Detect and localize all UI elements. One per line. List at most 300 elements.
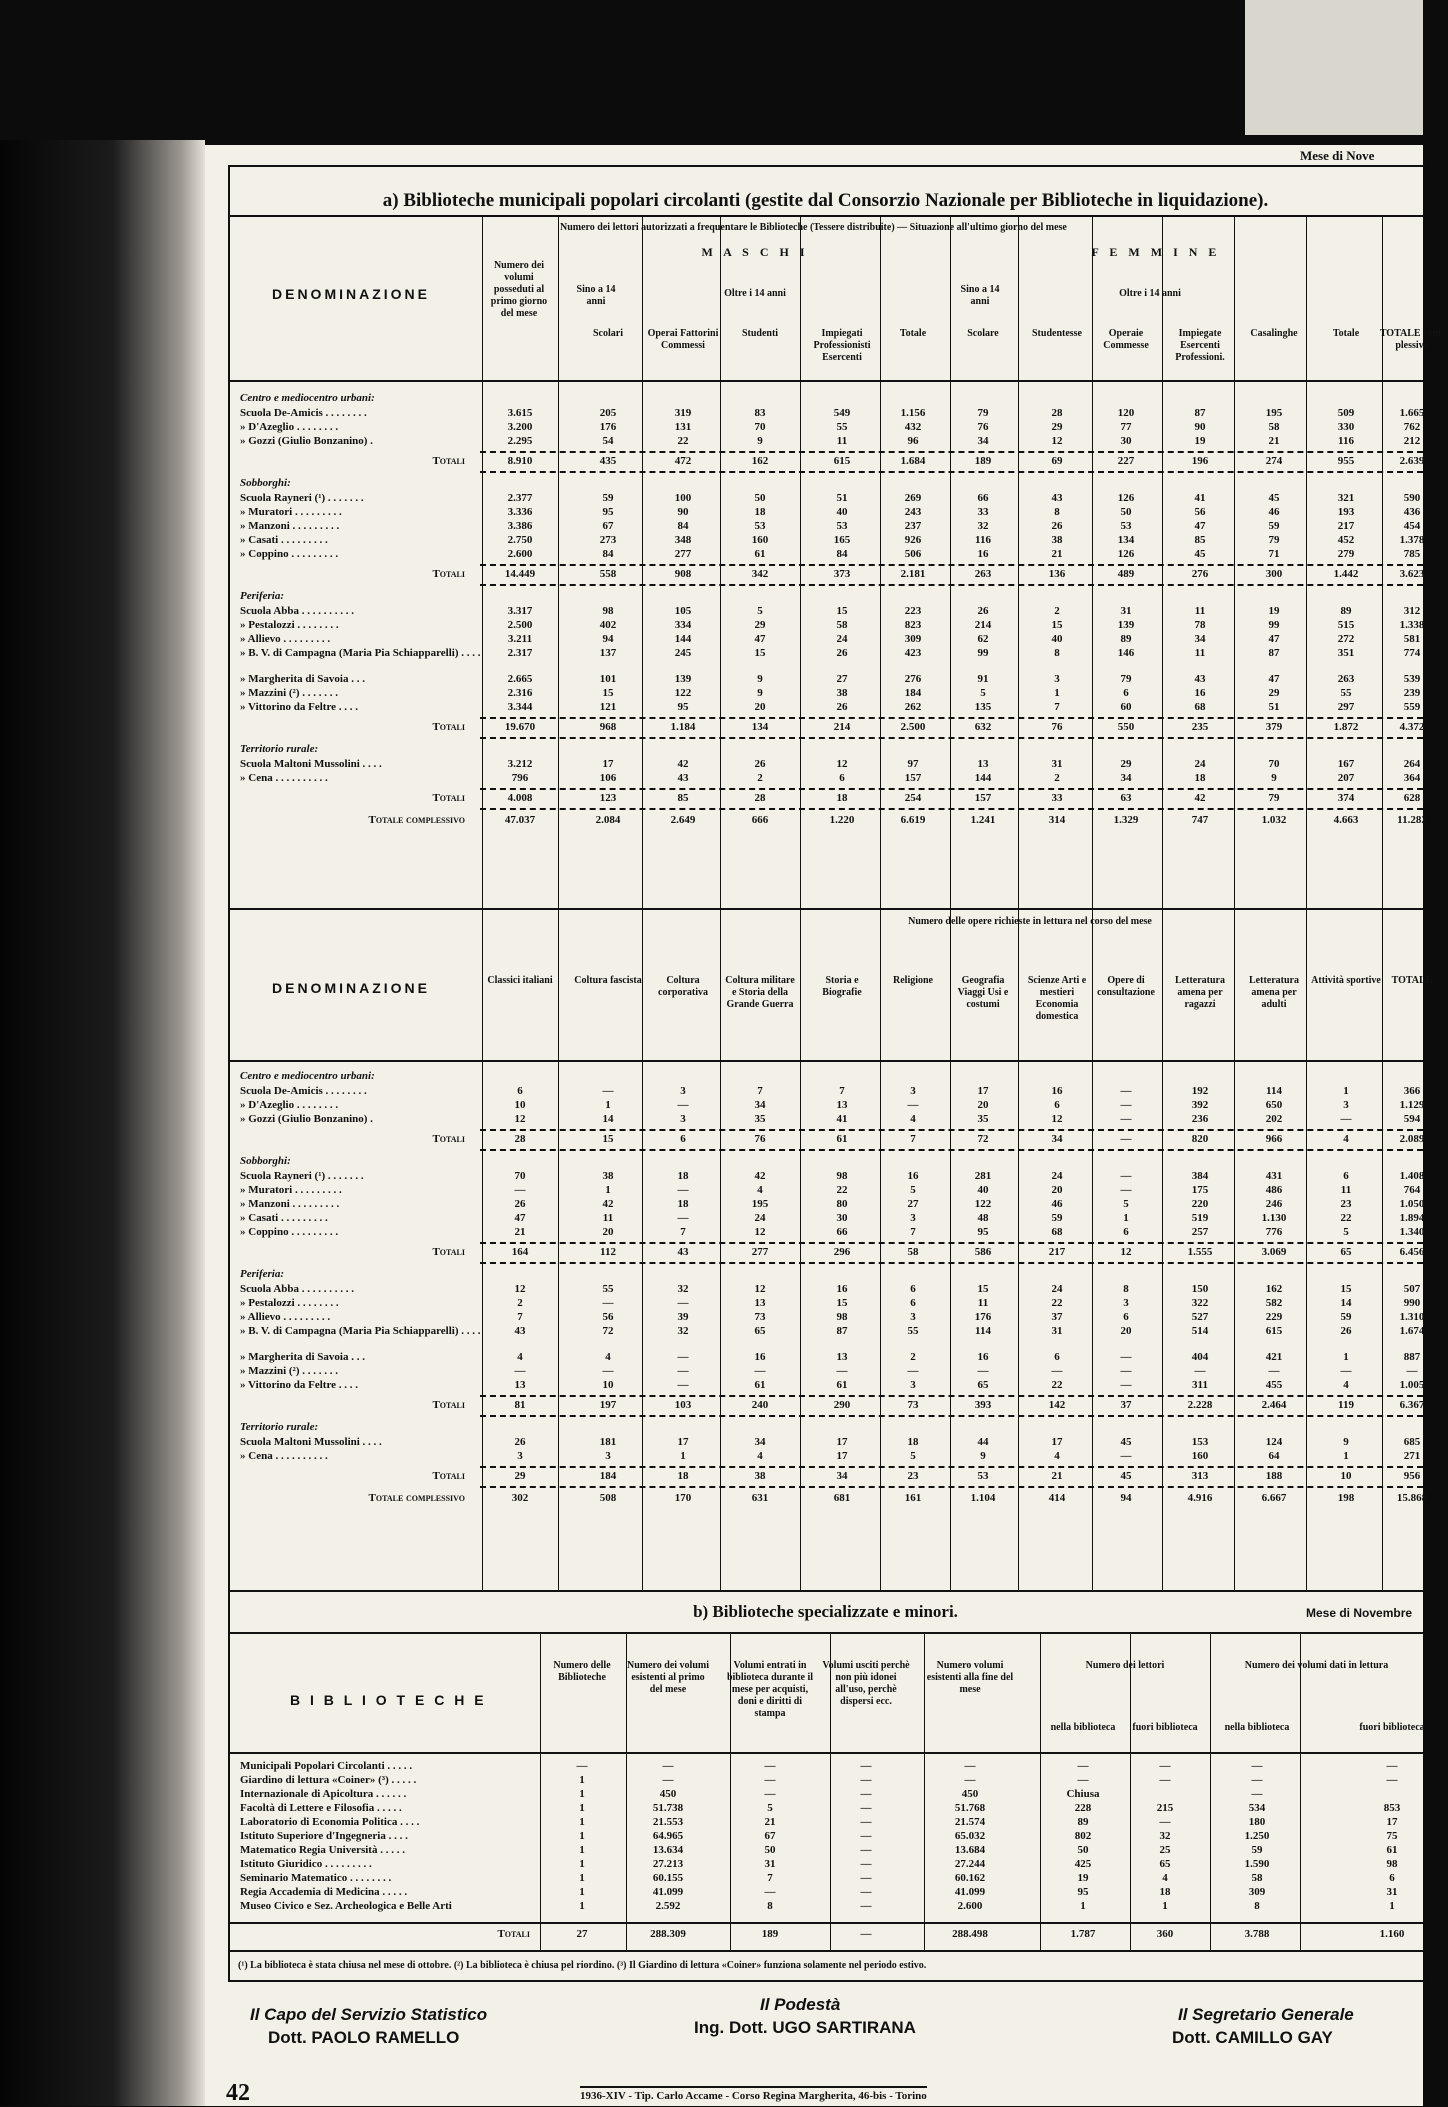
header-femmine: F E M M I N E (1091, 245, 1221, 259)
section-title: Periferia: (240, 590, 284, 602)
row-value: — (860, 1830, 872, 1842)
row-value: 17 (677, 1436, 689, 1448)
total-value: 628 (1403, 792, 1421, 804)
row-value: 1 (1343, 1351, 1349, 1363)
row-value: 41.099 (954, 1886, 986, 1898)
header-col2: Letteratura amena per ragazzi (1175, 975, 1225, 1010)
dash-rule (480, 451, 1423, 453)
row-value: 5 (767, 1802, 773, 1814)
section-title: Centro e mediocentro urbani: (240, 1070, 375, 1082)
row-value: 650 (1265, 1099, 1283, 1111)
row-value: — (860, 1858, 872, 1870)
row-value: 11 (1194, 647, 1206, 659)
row-value: 55 (1340, 687, 1352, 699)
grand-value: 4.916 (1187, 1492, 1213, 1504)
row-value: 2.377 (507, 492, 533, 504)
row-value: 6 (517, 1085, 523, 1097)
row-value: 126 (1117, 492, 1135, 504)
row-value: 150 (1191, 1283, 1209, 1295)
row-value: 94 (602, 633, 614, 645)
table-row (240, 758, 1420, 773)
dash-rule (480, 564, 1423, 566)
row-value: 455 (1265, 1379, 1283, 1391)
row-value: 312 (1403, 605, 1421, 617)
row-value: 70 (514, 1170, 526, 1182)
row-value: 97 (907, 758, 919, 770)
total-value: 360 (1156, 1928, 1174, 1940)
row-value: 853 (1383, 1802, 1401, 1814)
row-value: 6 (1343, 1170, 1349, 1182)
row-value: 43 (514, 1325, 526, 1337)
row-value: 139 (674, 673, 692, 685)
row-value: 38 (1051, 534, 1063, 546)
total-value: 7 (910, 1133, 916, 1145)
row-value: 330 (1337, 421, 1355, 433)
row-value: 1.894 (1399, 1212, 1425, 1224)
row-value: 83 (754, 407, 766, 419)
total-value: 472 (674, 455, 692, 467)
total-value: 112 (600, 1246, 616, 1258)
row-value: 2.750 (507, 534, 533, 546)
grand-value: 2.649 (670, 814, 696, 826)
row-value: 87 (836, 1325, 848, 1337)
total-value: 6.367 (1399, 1399, 1425, 1411)
table-row (240, 1085, 1420, 1100)
total-value: 820 (1191, 1133, 1209, 1145)
header-col: Impiegati Professionisti Esercenti (813, 328, 871, 363)
row-value: — (1120, 1099, 1132, 1111)
row-value: 594 (1403, 1113, 1421, 1125)
row-value: 1 (1343, 1450, 1349, 1462)
grand-value: 681 (833, 1492, 851, 1504)
row-value: 47 (1268, 673, 1280, 685)
row-value: 50 (1077, 1844, 1089, 1856)
row-value: 124 (1265, 1436, 1283, 1448)
total-value: 43 (677, 1246, 689, 1258)
row-value: 264 (1403, 758, 1421, 770)
row-value: 7 (517, 1311, 523, 1323)
header-maschi: M A S C H I (701, 245, 809, 259)
row-value: 106 (599, 772, 617, 784)
row-value: 16 (1051, 1085, 1063, 1097)
row-value: 24 (1051, 1283, 1063, 1295)
row-value: 114 (975, 1325, 991, 1337)
row-name: » Vittorino da Feltre . . . . (240, 1379, 359, 1391)
row-value: 77 (1120, 421, 1132, 433)
row-name: » Vittorino da Feltre . . . . (240, 701, 359, 713)
total-value: 12 (1120, 1246, 1132, 1258)
row-value: 114 (1266, 1085, 1282, 1097)
row-value: — (677, 1184, 689, 1196)
row-value: 3 (605, 1450, 611, 1462)
row-value: 16 (1194, 687, 1206, 699)
row-value: 26 (514, 1198, 526, 1210)
row-value: 2.592 (655, 1900, 681, 1912)
grand-value: 94 (1120, 1492, 1132, 1504)
row-value: 297 (1337, 701, 1355, 713)
row-value: 41 (1194, 492, 1206, 504)
row-value: 1 (1343, 1085, 1349, 1097)
rule (230, 1632, 1423, 1634)
row-value: 34 (1194, 633, 1206, 645)
table-row (240, 1858, 1420, 1873)
total-label: Totali (432, 721, 465, 733)
table-row (240, 1774, 1420, 1789)
total-value: 65 (1340, 1246, 1352, 1258)
row-name: » Manzoni . . . . . . . . . (240, 520, 340, 532)
grand-value: 161 (904, 1492, 922, 1504)
total-value: 263 (974, 568, 992, 580)
total-value: 42 (1194, 792, 1206, 804)
row-value: 76 (977, 421, 989, 433)
row-value: 2.500 (507, 619, 533, 631)
table-row (240, 534, 1425, 549)
header-col: Operai Fattorini Commessi (647, 328, 719, 351)
row-value: 15 (754, 647, 766, 659)
row-value: 61 (836, 1379, 848, 1391)
row-value: 67 (602, 520, 614, 532)
row-value: — (1120, 1351, 1132, 1363)
section-title: Sobborghi: (240, 1155, 291, 1167)
table-row (240, 647, 1420, 662)
row-value: 273 (599, 534, 617, 546)
row-value: 53 (1120, 520, 1132, 532)
grand-value: 666 (751, 814, 769, 826)
dash-rule (480, 1466, 1423, 1468)
grand-value: 1.241 (970, 814, 996, 826)
row-value: 17 (977, 1085, 989, 1097)
row-value: 1 (1389, 1900, 1395, 1912)
total-value: 296 (833, 1246, 851, 1258)
total-value: 21 (1051, 1470, 1063, 1482)
total-value: 28 (754, 792, 766, 804)
row-value: 12 (514, 1113, 526, 1125)
total-value: 489 (1117, 568, 1135, 580)
row-value: 58 (1251, 1872, 1263, 1884)
row-value: 3 (1123, 1297, 1129, 1309)
dash-rule (480, 788, 1423, 790)
row-value: 2 (757, 772, 763, 784)
row-value: — (514, 1365, 526, 1377)
grand-value: 1.329 (1113, 814, 1139, 826)
row-value: 181 (599, 1436, 617, 1448)
row-name: Scuola De-Amicis . . . . . . . . (240, 1085, 367, 1097)
row-value: 165 (833, 534, 851, 546)
total-value: 197 (599, 1399, 617, 1411)
row-value: 4 (1343, 1379, 1349, 1391)
header-col2: TOTALE (1391, 975, 1433, 986)
row-value: 1.340 (1399, 1226, 1425, 1238)
row-value: 55 (836, 421, 848, 433)
row-name: » B. V. di Campagna (Maria Pia Schiapparelli) . . . . (240, 1325, 481, 1337)
header-col2: Opere di consultazione (1097, 975, 1155, 998)
row-value: 1 (579, 1816, 585, 1828)
row-value: 85 (1194, 534, 1206, 546)
table-row (240, 1450, 1420, 1465)
row-value: 195 (751, 1198, 769, 1210)
row-value: 24 (836, 633, 848, 645)
row-value: 4 (1054, 1450, 1060, 1462)
row-value: 59 (602, 492, 614, 504)
row-value: 55 (602, 1283, 614, 1295)
row-value: 98 (836, 1170, 848, 1182)
row-value: 56 (602, 1311, 614, 1323)
table-row (240, 1351, 1420, 1366)
row-value: 43 (677, 772, 689, 784)
row-value: 1 (1080, 1900, 1086, 1912)
row-value: 137 (599, 647, 617, 659)
total-value: 1.872 (1333, 721, 1359, 733)
grand-value: 11.282 (1397, 814, 1427, 826)
row-value: 796 (511, 772, 529, 784)
row-value: — (764, 1886, 776, 1898)
row-value: 160 (1191, 1450, 1209, 1462)
row-value: 4 (757, 1450, 763, 1462)
total-value: 18 (677, 1470, 689, 1482)
row-value: — (662, 1760, 674, 1772)
row-value: 348 (674, 534, 692, 546)
header-col: Totale (1332, 328, 1360, 339)
row-value: 95 (677, 701, 689, 713)
total-value: 966 (1265, 1133, 1283, 1145)
total-value: 1.684 (900, 455, 926, 467)
table-row (240, 633, 1420, 648)
row-value: 116 (975, 534, 991, 546)
row-value: 6 (1123, 687, 1129, 699)
table-row (240, 1325, 1425, 1340)
row-value: 509 (1337, 407, 1355, 419)
row-value: 60.162 (954, 1872, 986, 1884)
table-row (240, 1816, 1420, 1831)
row-name: » Gozzi (Giulio Bonzanino) . (240, 435, 373, 447)
row-value: 5 (757, 605, 763, 617)
row-value: 515 (1337, 619, 1355, 631)
header-col2: Religione (893, 975, 933, 986)
row-value: 6 (1389, 1872, 1395, 1884)
row-value: 29 (1268, 687, 1280, 699)
row-name: Municipali Popolari Circolanti . . . . . (240, 1760, 413, 1772)
row-name: Scuola Abba . . . . . . . . . . (240, 605, 354, 617)
row-value: 366 (1403, 1085, 1421, 1097)
row-value: 35 (977, 1113, 989, 1125)
row-value: 60.155 (652, 1872, 684, 1884)
row-value: 549 (833, 407, 851, 419)
row-value: 31 (1120, 605, 1132, 617)
row-value: 431 (1265, 1170, 1283, 1182)
row-value: 3 (1343, 1099, 1349, 1111)
row-value: 519 (1191, 1212, 1209, 1224)
row-value: — (1120, 1184, 1132, 1196)
total-value: 34 (1051, 1133, 1063, 1145)
row-value: — (764, 1774, 776, 1786)
total-value: 2.181 (900, 568, 926, 580)
total-label: Totali (432, 568, 465, 580)
row-value: 24 (1194, 758, 1206, 770)
total-value: 37 (1120, 1399, 1132, 1411)
row-value: 37 (1051, 1311, 1063, 1323)
row-value: 98 (836, 1311, 848, 1323)
row-value: 15 (1340, 1283, 1352, 1295)
row-value: 18 (907, 1436, 919, 1448)
row-value: 212 (1403, 435, 1421, 447)
row-value: 309 (904, 633, 922, 645)
table-row (240, 1900, 1420, 1915)
row-value: 615 (1265, 1325, 1283, 1337)
signature-right-role: Il Segretario Generale (1178, 2005, 1354, 2024)
row-value: 42 (677, 758, 689, 770)
row-value: 31 (764, 1858, 776, 1870)
row-value: 11 (977, 1297, 989, 1309)
total-value: 2.464 (1261, 1399, 1287, 1411)
row-value: 6 (1123, 1226, 1129, 1238)
row-value: 43 (1051, 492, 1063, 504)
row-value: 22 (1051, 1379, 1063, 1391)
row-value: — (576, 1760, 588, 1772)
row-value: 31 (1051, 758, 1063, 770)
row-name: » Manzoni . . . . . . . . . (240, 1198, 340, 1210)
row-value: 384 (1191, 1170, 1209, 1182)
row-value: 32 (677, 1325, 689, 1337)
row-value: 514 (1191, 1325, 1209, 1337)
row-value: — (764, 1788, 776, 1800)
row-value: 3 (680, 1113, 686, 1125)
dash-rule (480, 1149, 1423, 1151)
row-value: — (1159, 1816, 1171, 1828)
total-value: 33 (1051, 792, 1063, 804)
row-value: 98 (602, 605, 614, 617)
total-value: 393 (974, 1399, 992, 1411)
row-value: 1.310 (1399, 1311, 1425, 1323)
row-value: 26 (754, 758, 766, 770)
row-value: 87 (1194, 407, 1206, 419)
row-name: Scuola Maltoni Mussolini . . . . (240, 758, 382, 770)
total-value: 968 (599, 721, 617, 733)
total-value: 76 (754, 1133, 766, 1145)
row-value: 257 (1191, 1226, 1209, 1238)
row-name: » Muratori . . . . . . . . . (240, 506, 342, 518)
row-value: 1.005 (1399, 1379, 1425, 1391)
row-value: — (1194, 1365, 1206, 1377)
total-value: 53 (977, 1470, 989, 1482)
row-value: 3 (910, 1085, 916, 1097)
row-value: — (514, 1184, 526, 1196)
row-value: 1.378 (1399, 534, 1425, 546)
header-col3: Numero volumi esistenti alla fine del mese (926, 1660, 1014, 1695)
header-sino-f: Sino a 14 anni (960, 284, 1000, 307)
row-name: Regia Accademia di Medicina . . . . . (240, 1886, 408, 1898)
row-name: Scuola Abba . . . . . . . . . . (240, 1283, 354, 1295)
row-value: 66 (836, 1226, 848, 1238)
header-col: Impiegate Esercenti Professioni. (1175, 328, 1225, 363)
grand-value: 2.084 (595, 814, 621, 826)
row-value: 15 (977, 1283, 989, 1295)
row-value: 3.211 (507, 633, 533, 645)
total-label: Totali (432, 1246, 465, 1258)
row-value: 17 (602, 758, 614, 770)
row-value: — (1051, 1365, 1063, 1377)
row-value: 20 (977, 1099, 989, 1111)
row-value: 309 (1248, 1886, 1266, 1898)
row-value: 42 (754, 1170, 766, 1182)
header-volumi-dati: Numero dei volumi dati in lettura (1244, 1660, 1389, 1671)
row-value: — (1386, 1760, 1398, 1772)
row-value: 425 (1074, 1858, 1092, 1870)
row-value: — (1268, 1365, 1280, 1377)
row-value: 38 (836, 687, 848, 699)
month-label-b: Mese di Novembre (1306, 1606, 1413, 1620)
total-value: 550 (1117, 721, 1135, 733)
row-value: 2.316 (507, 687, 533, 699)
row-value: 3.615 (507, 407, 533, 419)
row-value: 144 (974, 772, 992, 784)
row-value: 90 (677, 506, 689, 518)
table-row (240, 1226, 1425, 1241)
row-name: » Margherita di Savoia . . . (240, 673, 365, 685)
row-value: 47 (754, 633, 766, 645)
row-value: 16 (977, 1351, 989, 1363)
row-value: 16 (977, 548, 989, 560)
header-col2: Coltura fascista (574, 975, 642, 986)
row-value: 4 (1162, 1872, 1168, 1884)
scan-left-edge (0, 140, 205, 2106)
row-value: 22 (1051, 1297, 1063, 1309)
row-value: 9 (980, 1450, 986, 1462)
row-value: 135 (974, 701, 992, 713)
table-row (240, 1184, 1420, 1199)
row-value: 51 (836, 492, 848, 504)
total-value: 23 (907, 1470, 919, 1482)
row-name: » Coppino . . . . . . . . . (240, 548, 339, 560)
row-value: — (964, 1774, 976, 1786)
row-value: 27.213 (652, 1858, 684, 1870)
row-value: 2 (517, 1297, 523, 1309)
total-value: 235 (1191, 721, 1209, 733)
row-value: 1 (579, 1774, 585, 1786)
table-row (240, 1365, 1420, 1380)
row-value: 3 (1054, 673, 1060, 685)
row-value: 14 (602, 1113, 614, 1125)
table-row (240, 1113, 1420, 1128)
row-value: — (964, 1760, 976, 1772)
row-value: 75 (1386, 1830, 1398, 1842)
row-name: Museo Civico e Sez. Archeologica e Belle Arti (240, 1900, 452, 1912)
header-sub3: nella biblioteca (1050, 1722, 1116, 1733)
row-value: 18 (1194, 772, 1206, 784)
row-value: 34 (754, 1436, 766, 1448)
row-value: 45 (1120, 1436, 1132, 1448)
row-value: — (1120, 1113, 1132, 1125)
row-value: 3.344 (507, 701, 533, 713)
dash-rule (480, 1415, 1423, 1417)
row-value: 61 (1386, 1844, 1398, 1856)
row-value: 62 (977, 633, 989, 645)
total-value: 2.639 (1399, 455, 1425, 467)
header-super: Numero dei lettori autorizzati a frequentare le Biblioteche (Tessere distribuite) — Situazione all'ultimo giorno del mese (560, 222, 1067, 233)
grand-value: 1.032 (1261, 814, 1287, 826)
total-value: 2.228 (1187, 1399, 1213, 1411)
row-value: — (1251, 1774, 1263, 1786)
row-value: 47 (1194, 520, 1206, 532)
row-value: 43 (1194, 673, 1206, 685)
total-value: 254 (904, 792, 922, 804)
total-value: 58 (907, 1246, 919, 1258)
row-value: 1 (579, 1886, 585, 1898)
total-value: 290 (833, 1399, 851, 1411)
row-value: 22 (836, 1184, 848, 1196)
row-value: 101 (599, 673, 617, 685)
row-name: » D'Azeglio . . . . . . . . (240, 1099, 339, 1111)
row-value: 26 (514, 1436, 526, 1448)
